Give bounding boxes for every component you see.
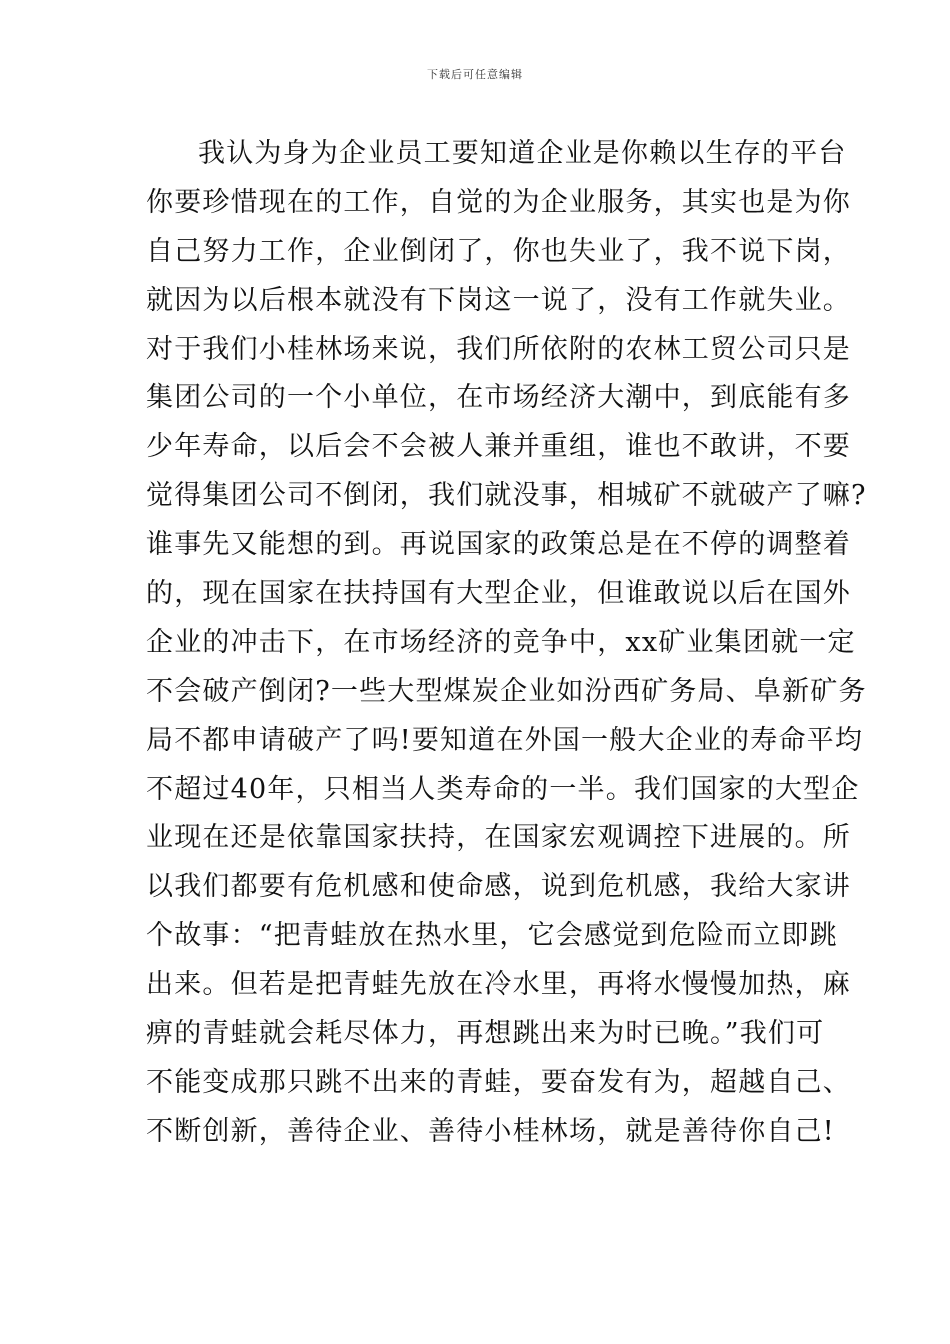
- text-line: 集团公司的一个小单位，在市场经济大潮中，到底能有多: [146, 382, 851, 414]
- body-paragraph: [146, 130, 867, 1157]
- text-line: 局不都申请破产了吗!要知道在外国一般大企业的寿命平均: [146, 724, 864, 756]
- text-line: 对于我们小桂林场来说，我们所依附的农林工贸公司只是: [146, 333, 851, 365]
- text-line: 不会破产倒闭?一些大型煤炭企业如汾西矿务局、阜新矿务: [146, 675, 867, 707]
- text-line: 自己努力工作，企业倒闭了，你也失业了，我不说下岗，: [146, 235, 851, 267]
- header-note: 下载后可任意编辑: [427, 68, 523, 81]
- text-line: 少年寿命，以后会不会被人兼并重组，谁也不敢讲，不要: [146, 431, 851, 463]
- text-line: 觉得集团公司不倒闭，我们就没事，相城矿不就破产了嘛?: [146, 480, 867, 512]
- text-line: 不超过40年，只相当人类寿命的一半。我们国家的大型企: [146, 773, 860, 805]
- text-line: 就因为以后根本就没有下岗这一说了，没有工作就失业。: [146, 284, 851, 316]
- text-line: 我认为身为企业员工要知道企业是你赖以生存的平台: [198, 138, 847, 169]
- text-line: 以我们都要有危机感和使命感，说到危机感，我给大家讲: [146, 871, 851, 903]
- text-line: 不能变成那只跳不出来的青蛙，要奋发有为，超越自己、: [146, 1066, 851, 1098]
- text-line: 谁事先又能想的到。再说国家的政策总是在不停的调整着: [146, 529, 851, 561]
- text-line: 企业的冲击下，在市场经济的竞争中，xx矿业集团就一定: [146, 626, 856, 658]
- text-line: 出来。但若是把青蛙先放在冷水里，再将水慢慢加热，麻: [146, 969, 851, 1001]
- text-line: 业现在还是依靠国家扶持，在国家宏观调控下进展的。所: [146, 822, 851, 854]
- text-line: 的，现在国家在扶持国有大型企业，但谁敢说以后在国外: [146, 578, 851, 610]
- text-line: 痹的青蛙就会耗尽体力，再想跳出来为时已晚。”我们可: [146, 1018, 825, 1050]
- text-line: 你要珍惜现在的工作，自觉的为企业服务，其实也是为你: [146, 186, 851, 218]
- text-line: 不断创新，善待企业、善待小桂林场，就是善待你自己!: [146, 1115, 835, 1147]
- text-line: 个故事：“把青蛙放在热水里，它会感觉到危险而立即跳: [146, 920, 838, 952]
